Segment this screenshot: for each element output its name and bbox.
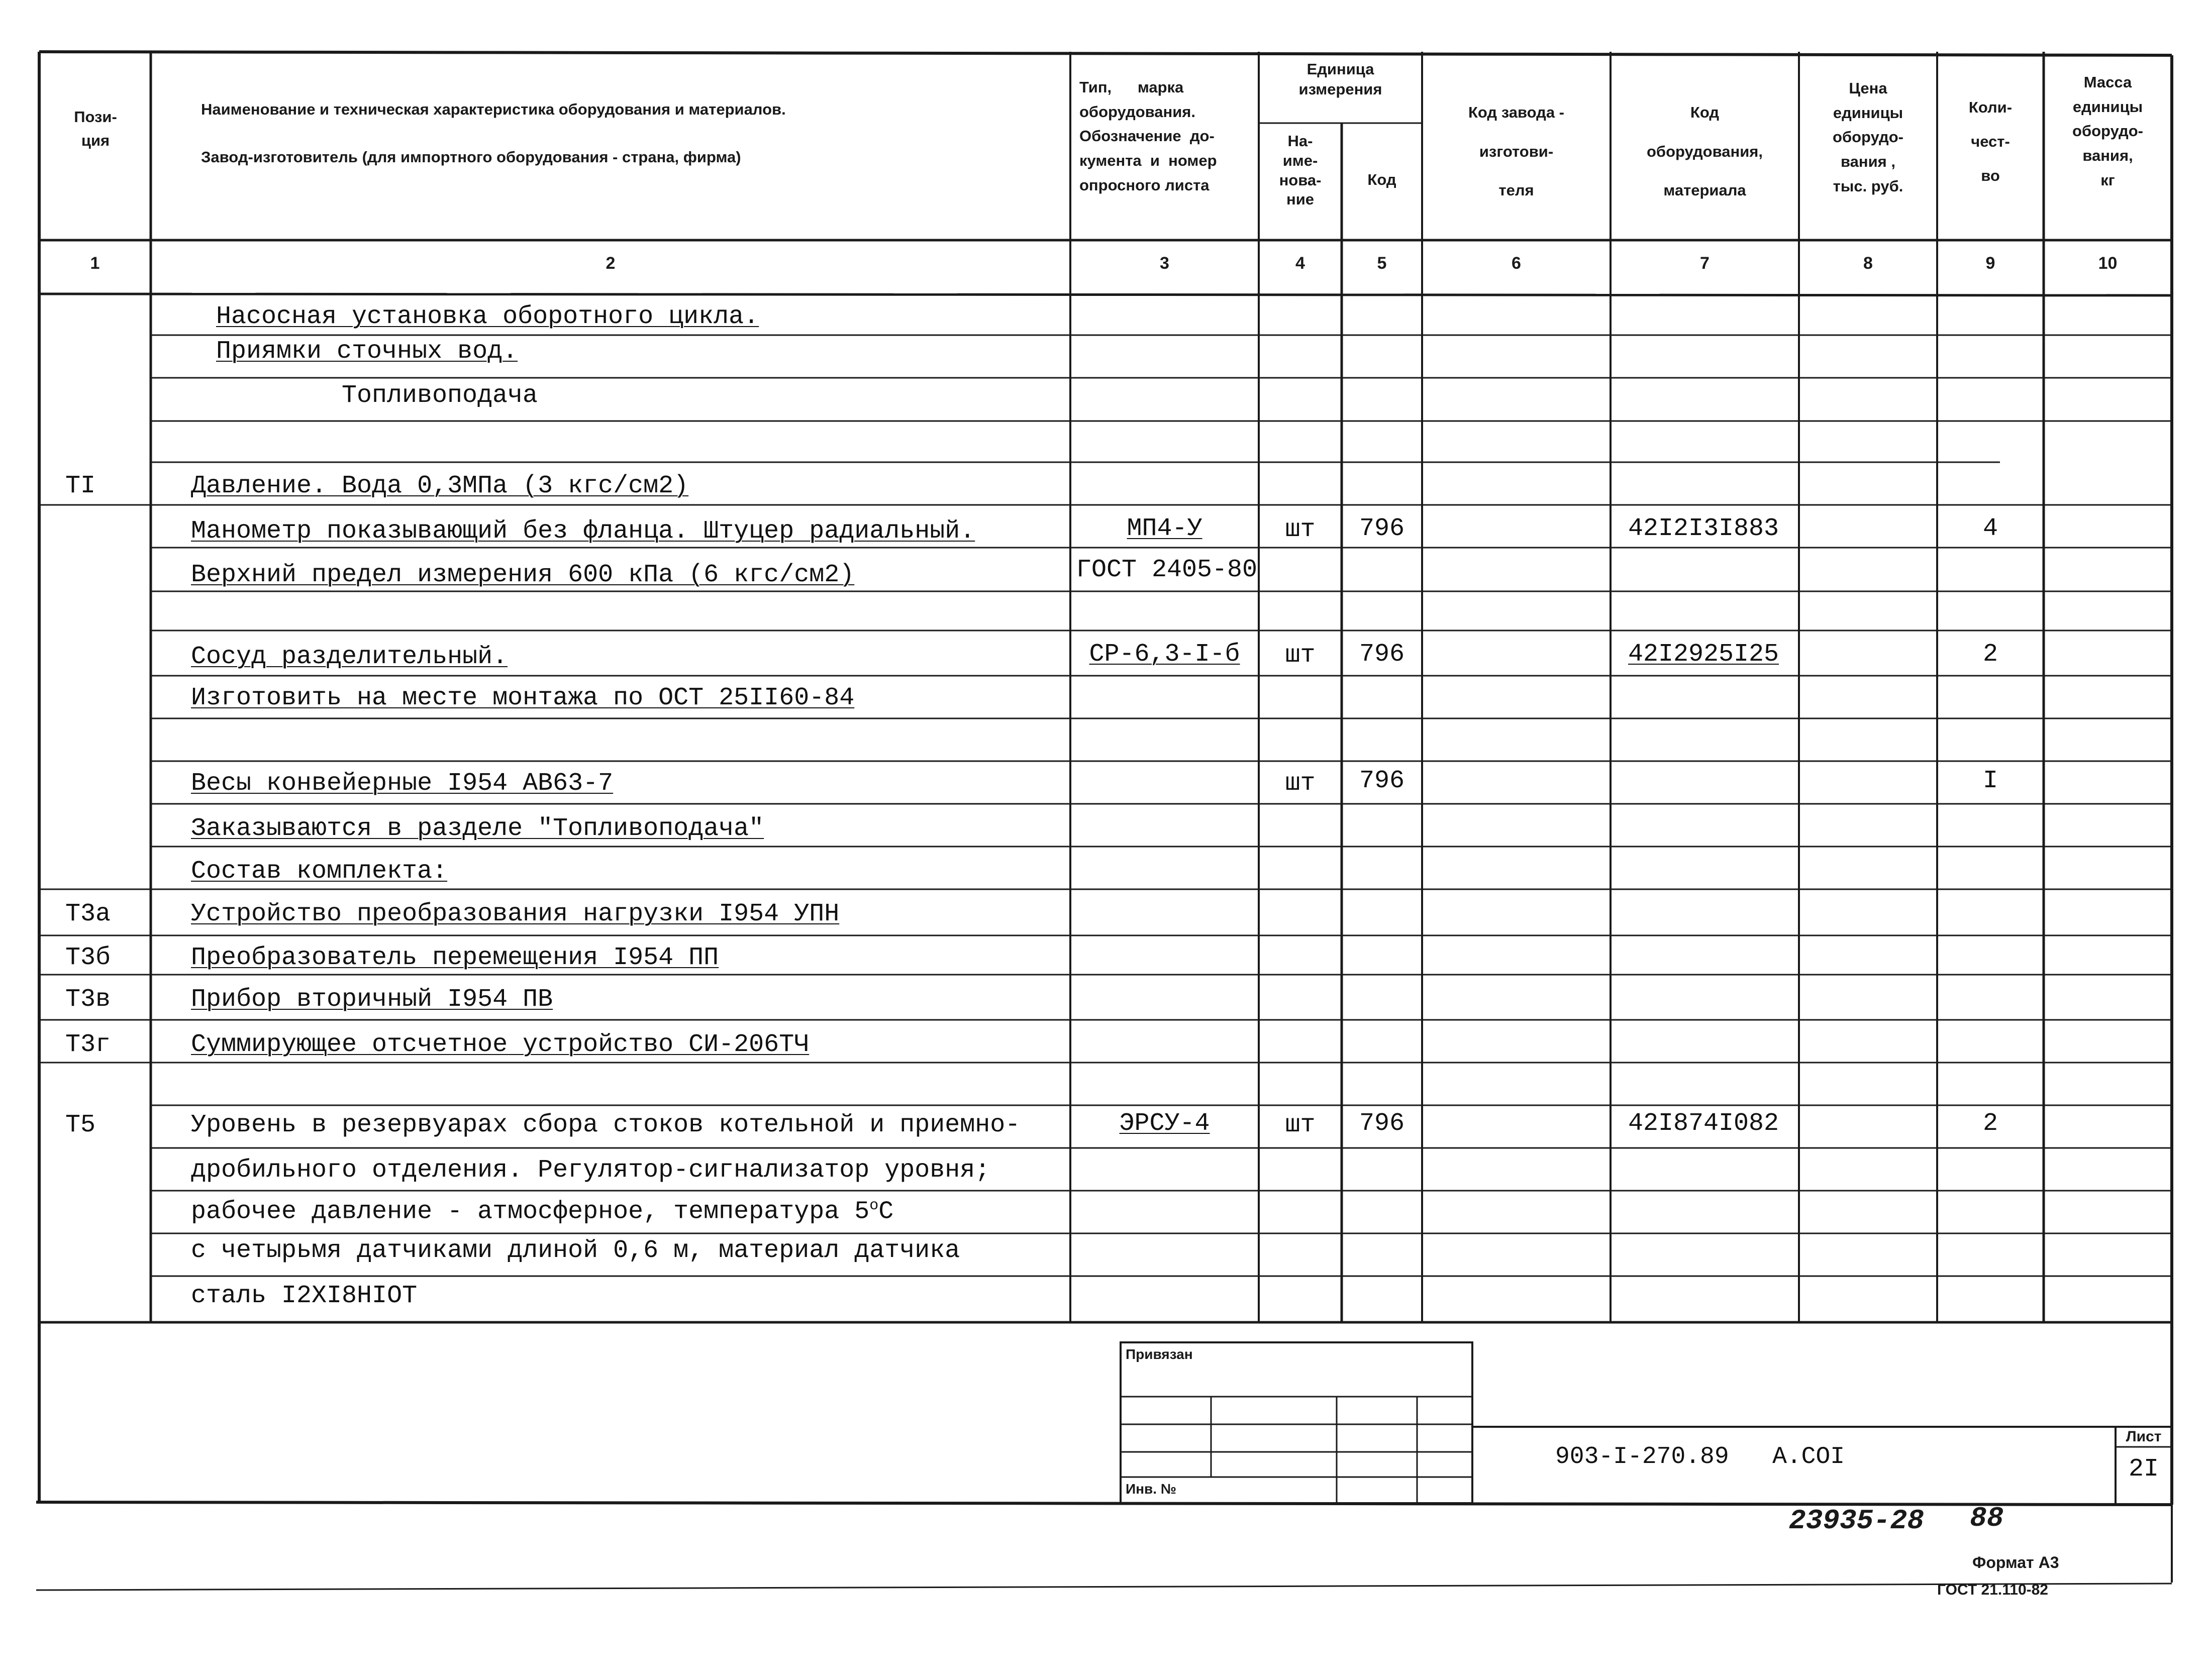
column-number: 5 xyxy=(1377,254,1387,273)
handwritten-code: 23935-28 xyxy=(1789,1505,1924,1537)
table-row-position: Т3г xyxy=(65,1030,111,1059)
table-row-unit: шт xyxy=(1285,769,1316,798)
table-row-type: СР-6,3-I-б xyxy=(1089,640,1240,669)
column-number: 8 xyxy=(1863,254,1873,273)
paper-format: Формат А3 xyxy=(1972,1553,2059,1571)
table-row-name: Весы конвейерные I954 АВ63-7 xyxy=(191,769,614,798)
table-row-type: ЭРСУ-4 xyxy=(1119,1109,1210,1138)
table-row-position: Т3а xyxy=(65,900,111,928)
table-row-name: рабочее давление - атмосферное, температура $5^оС$ xyxy=(191,1197,894,1226)
stamp-inventory-label: Инв. № xyxy=(1126,1481,1177,1497)
table-row-name: Манометр показывающий без фланца. Штуцер радиальный. xyxy=(191,517,975,546)
column-number: 9 xyxy=(1985,254,1995,273)
header-position: Пози- ция xyxy=(74,108,117,149)
table-row-name: Насосная установка оборотного цикла. xyxy=(216,302,759,331)
header-unit-code: Код xyxy=(1367,171,1396,188)
table-row-position: Т3б xyxy=(65,943,111,972)
header-unit-group: Единица измерения xyxy=(1298,60,1382,98)
header-factory-code: Код завода - изготови- теля xyxy=(1468,103,1564,199)
table-row-name: с четырьмя датчиками длиной 0,6 м, материал датчика xyxy=(191,1236,960,1265)
table-row-name: дробильного отделения. Регулятор-сигнализатор уровня; xyxy=(191,1156,990,1185)
column-number: 3 xyxy=(1160,254,1169,273)
stamp-linked-label: Привязан xyxy=(1126,1346,1193,1362)
column-number: 7 xyxy=(1700,254,1710,273)
table-row-quantity: 4 xyxy=(1982,514,1998,543)
table-row-quantity: 2 xyxy=(1982,640,1998,669)
table-row-name: Состав комплекта: xyxy=(191,857,448,886)
gost-standard: ГОСТ 21.110-82 xyxy=(1937,1582,2048,1598)
header-quantity: Коли- чест- во xyxy=(1968,98,2013,185)
column-number: 1 xyxy=(90,254,100,273)
table-row-name: Прибор вторичный I954 ПВ xyxy=(191,985,553,1014)
table-row-name: Суммирующее отсчетное устройство СИ-206ТЧ xyxy=(191,1030,810,1059)
table-row-type: МП4-У xyxy=(1127,514,1202,543)
table-row-name: сталь I2XI8HIOT xyxy=(191,1282,418,1310)
table-row-name: Давление. Вода 0,3МПа (3 кгс/см2) xyxy=(191,472,689,500)
header-mass: Масса единицы оборудо- вания, кг xyxy=(2072,73,2143,189)
column-number: 2 xyxy=(606,254,616,273)
section-title: Топливоподача xyxy=(342,381,538,410)
sheet-label: Лист xyxy=(2126,1428,2162,1445)
table-row-quantity: I xyxy=(1982,767,1998,795)
table-row-equipment-code: 42I2I3I883 xyxy=(1628,514,1779,543)
table-row-code: 796 xyxy=(1359,767,1404,795)
handwritten-number: 88 xyxy=(1970,1502,2004,1534)
table-row-name: Преобразователь перемещения I954 ПП xyxy=(191,943,719,972)
table-row-quantity: 2 xyxy=(1982,1109,1998,1138)
column-number: 4 xyxy=(1295,254,1305,273)
table-row-type: ГОСТ 2405-80 xyxy=(1076,556,1258,584)
table-row-position: Т3в xyxy=(65,985,111,1014)
table-row-code: 796 xyxy=(1359,1109,1404,1138)
table-row-equipment-code: 42I2925I25 xyxy=(1628,640,1779,669)
table-row-name: Изготовить на месте монтажа по ОСТ 25II60-84 xyxy=(191,684,855,712)
table-row-code: 796 xyxy=(1359,514,1404,543)
table-row-name: Верхний предел измерения 600 кПа (6 кгс/см2) xyxy=(191,561,855,589)
table-row-unit: шт xyxy=(1285,641,1316,670)
header-equipment-code: Код оборудования, материала xyxy=(1646,103,1763,199)
table-row-code: 796 xyxy=(1359,640,1404,669)
header-name-line1: Наименование и техническая характеристика оборудования и материалов. xyxy=(201,100,786,118)
table-row-name: Устройство преобразования нагрузки I954 УПН xyxy=(191,900,840,928)
header-name-line2: Завод-изготовитель (для импортного оборудования - страна, фирма) xyxy=(201,148,741,166)
table-row-name: Приямки сточных вод. xyxy=(216,337,518,366)
header-type: Тип, марка оборудования. Обозначение до- кумента и номер опросного листа xyxy=(1079,78,1217,194)
table-row-name: Заказываются в разделе "Топливоподача" xyxy=(191,814,764,843)
table-row-position: Т5 xyxy=(65,1111,96,1139)
table-row-equipment-code: 42I874I082 xyxy=(1628,1109,1779,1138)
column-number: 6 xyxy=(1512,254,1521,273)
sheet-number: 2I xyxy=(2128,1455,2159,1484)
document-code: 903-I-270.89 А.СОI xyxy=(1555,1443,1845,1471)
table-row-name: Сосуд разделительный. xyxy=(191,643,508,671)
table-row-unit: шт xyxy=(1285,515,1316,544)
column-number: 10 xyxy=(2098,254,2118,273)
header-price: Цена единицы оборудо- вания , тыс. руб. xyxy=(1833,79,1903,195)
table-row-position: TI xyxy=(65,472,96,500)
table-row-unit: шт xyxy=(1285,1111,1316,1139)
table-row-name: Уровень в резервуарах сбора стоков котельной и приемно- xyxy=(191,1111,1021,1139)
header-unit-name: На- име- нова- ние xyxy=(1279,132,1322,208)
